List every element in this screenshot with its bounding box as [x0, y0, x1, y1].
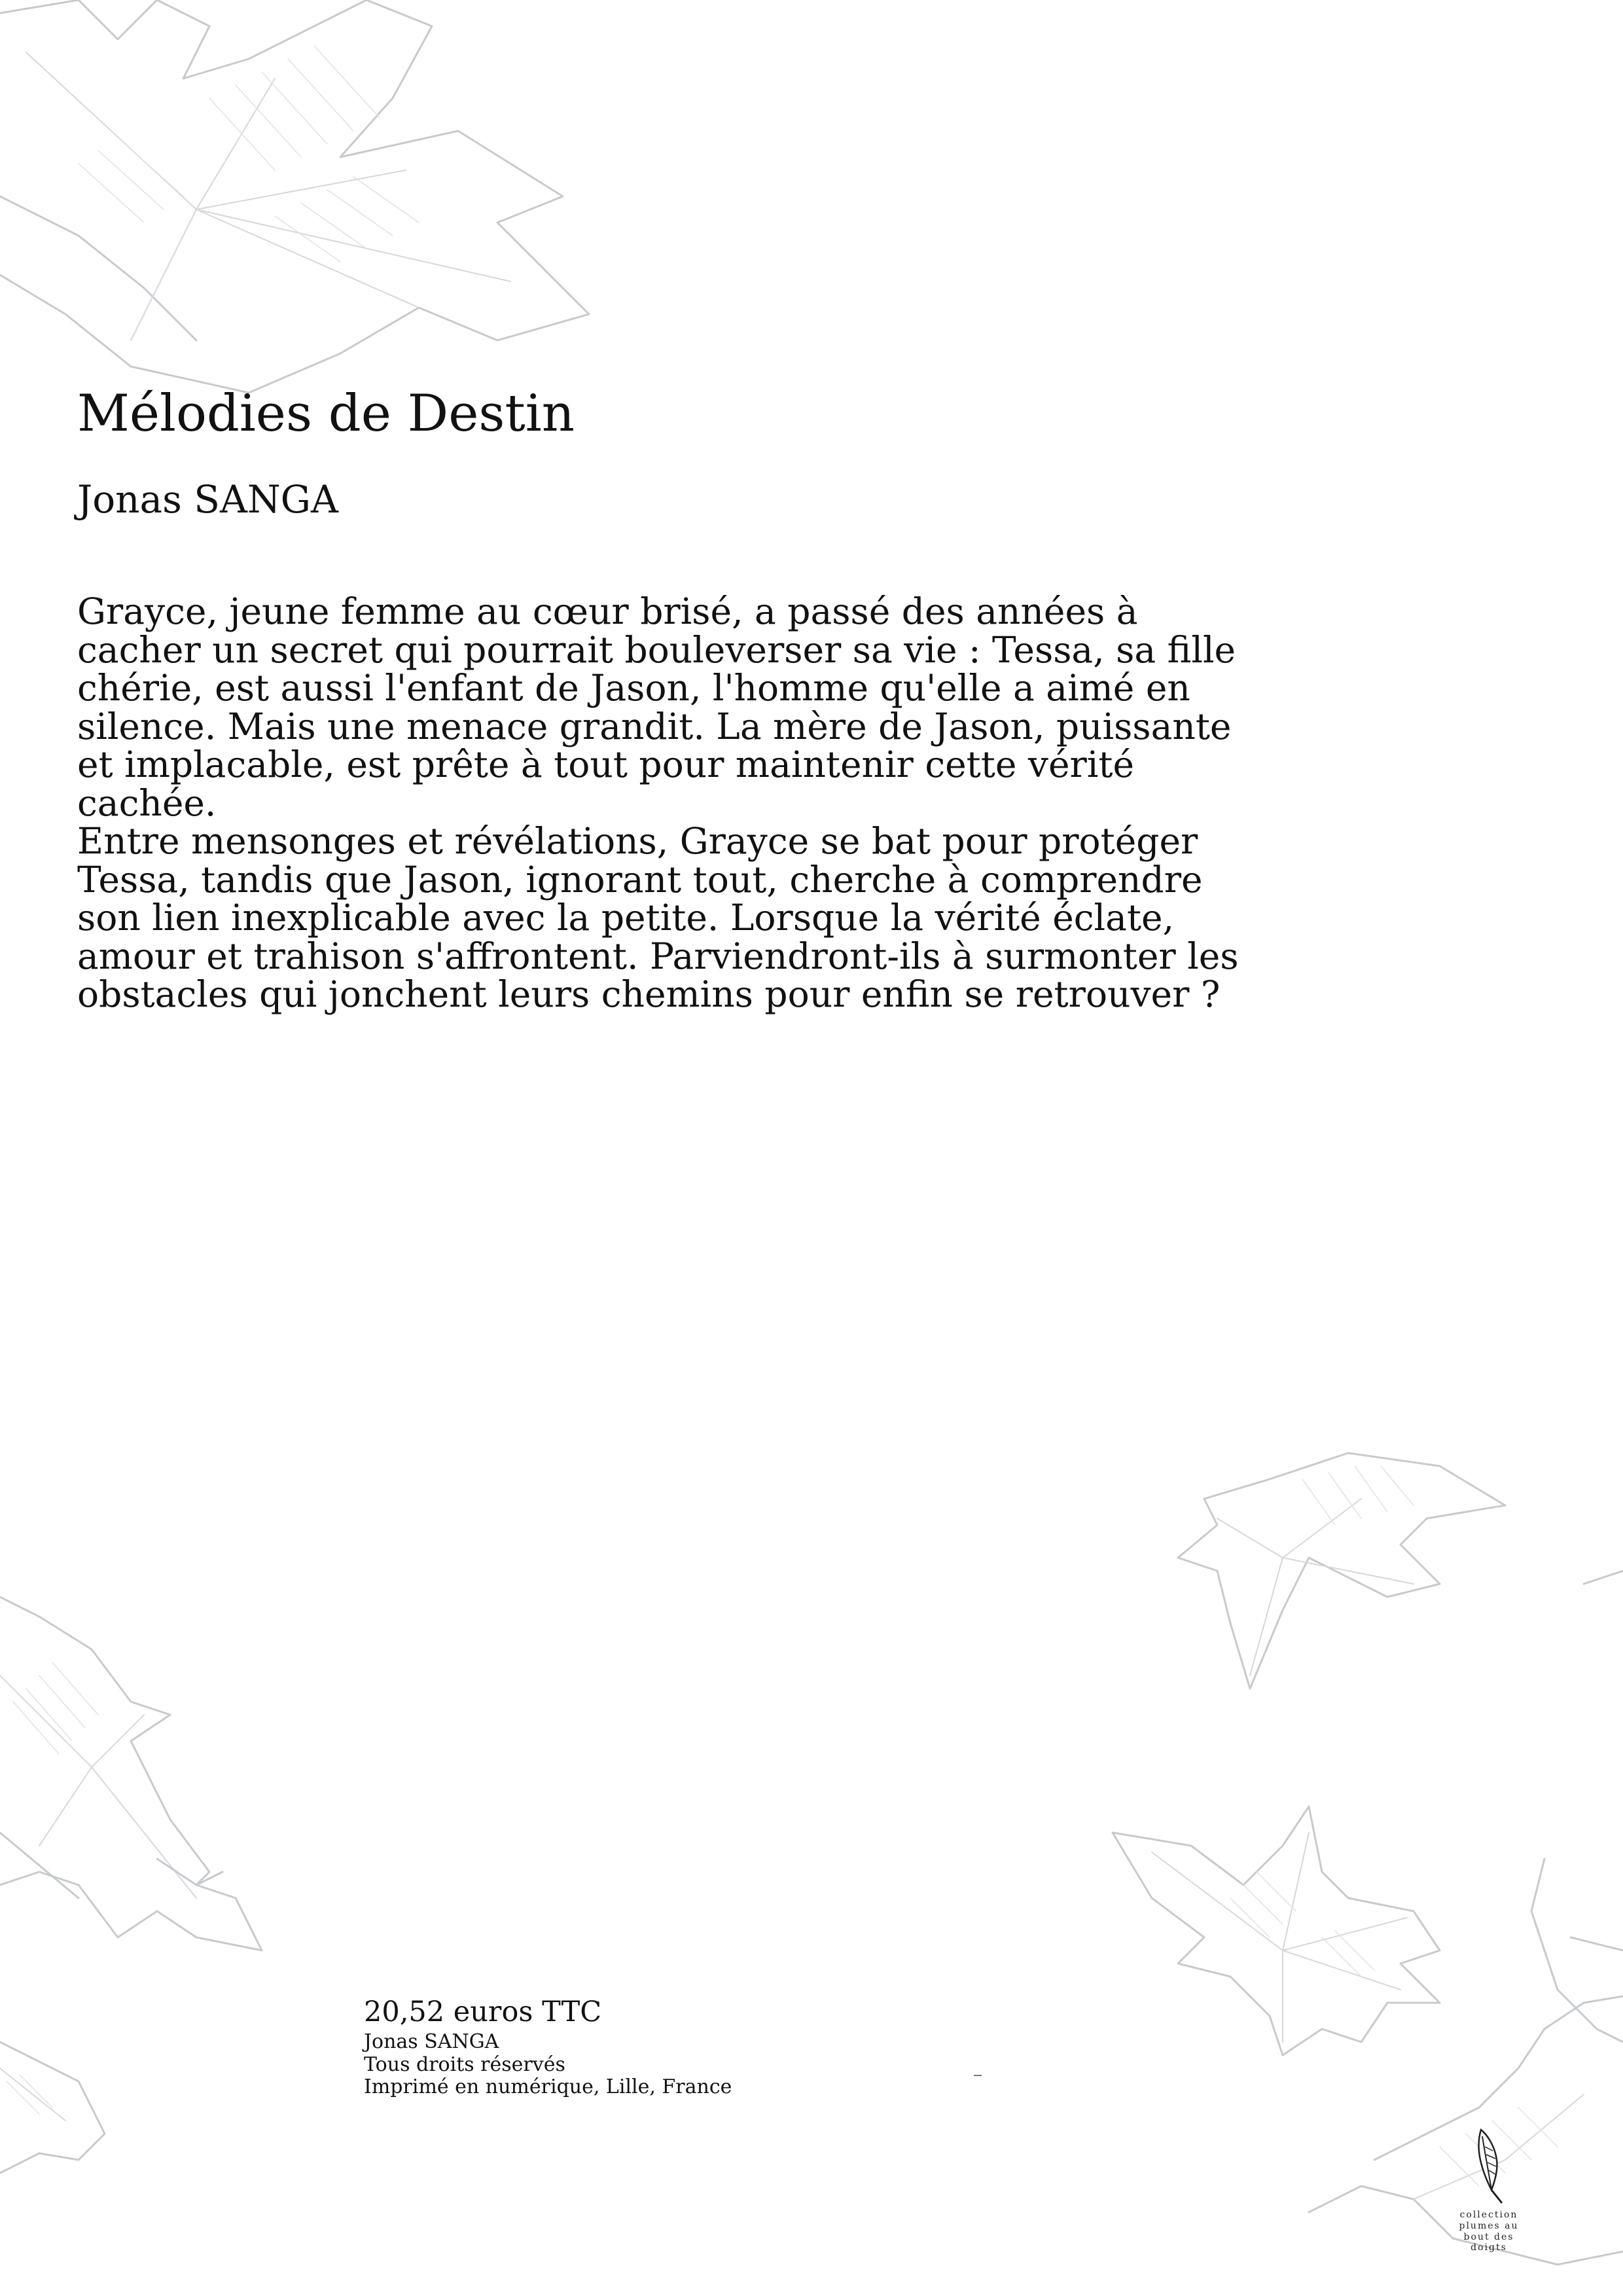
- collection-label: collection plumes au bout des doigts: [1459, 2210, 1519, 2253]
- leaf-right-middle-icon: [1178, 1453, 1623, 1689]
- printing-info: Imprimé en numérique, Lille, France: [364, 2075, 732, 2099]
- quill-icon: [1463, 2127, 1515, 2206]
- book-title: Mélodies de Destin: [77, 384, 575, 443]
- leaf-left-lower-icon: [0, 2042, 105, 2173]
- leaf-bottom-right-icon: [1113, 1806, 1623, 2265]
- small-divider: [974, 2075, 982, 2076]
- colophon-author: Jonas SANGA: [364, 2030, 499, 2054]
- book-author: Jonas SANGA: [77, 477, 338, 522]
- synopsis-paragraph: Entre mensonges et révélations, Grayce se bat pour protéger Tessa, tandis que Jason, ignorant tout, cherche à comprendre son lien inexplicable avec la petite. Lorsque la vérité éclate, amour et trahison s'affrontent. Parviendront-ils à surmonter les obstacles qui jonchent leurs chemins pour enfin se retrouver ?: [77, 820, 1239, 1015]
- leaf-top-left-icon: [0, 0, 589, 393]
- rights-notice: Tous droits réservés: [364, 2053, 565, 2076]
- collection-logo: [1450, 2127, 1528, 2253]
- synopsis: [77, 592, 1255, 1014]
- leaf-left-middle-icon: [0, 1597, 262, 1950]
- synopsis-paragraph: Grayce, jeune femme au cœur brisé, a passé des années à cacher un secret qui pourrait bouleverser sa vie : Tessa, sa fille chérie, est aussi l'enfant de Jason, l'homme qu'elle a aimé en silence. Mais une menace grandit. La mère de Jason, puissante et implacable, est prête à tout pour maintenir cette vérité cachée.: [77, 590, 1236, 824]
- price: 20,52 euros TTC: [364, 1996, 602, 2028]
- colophon: [364, 1996, 732, 2099]
